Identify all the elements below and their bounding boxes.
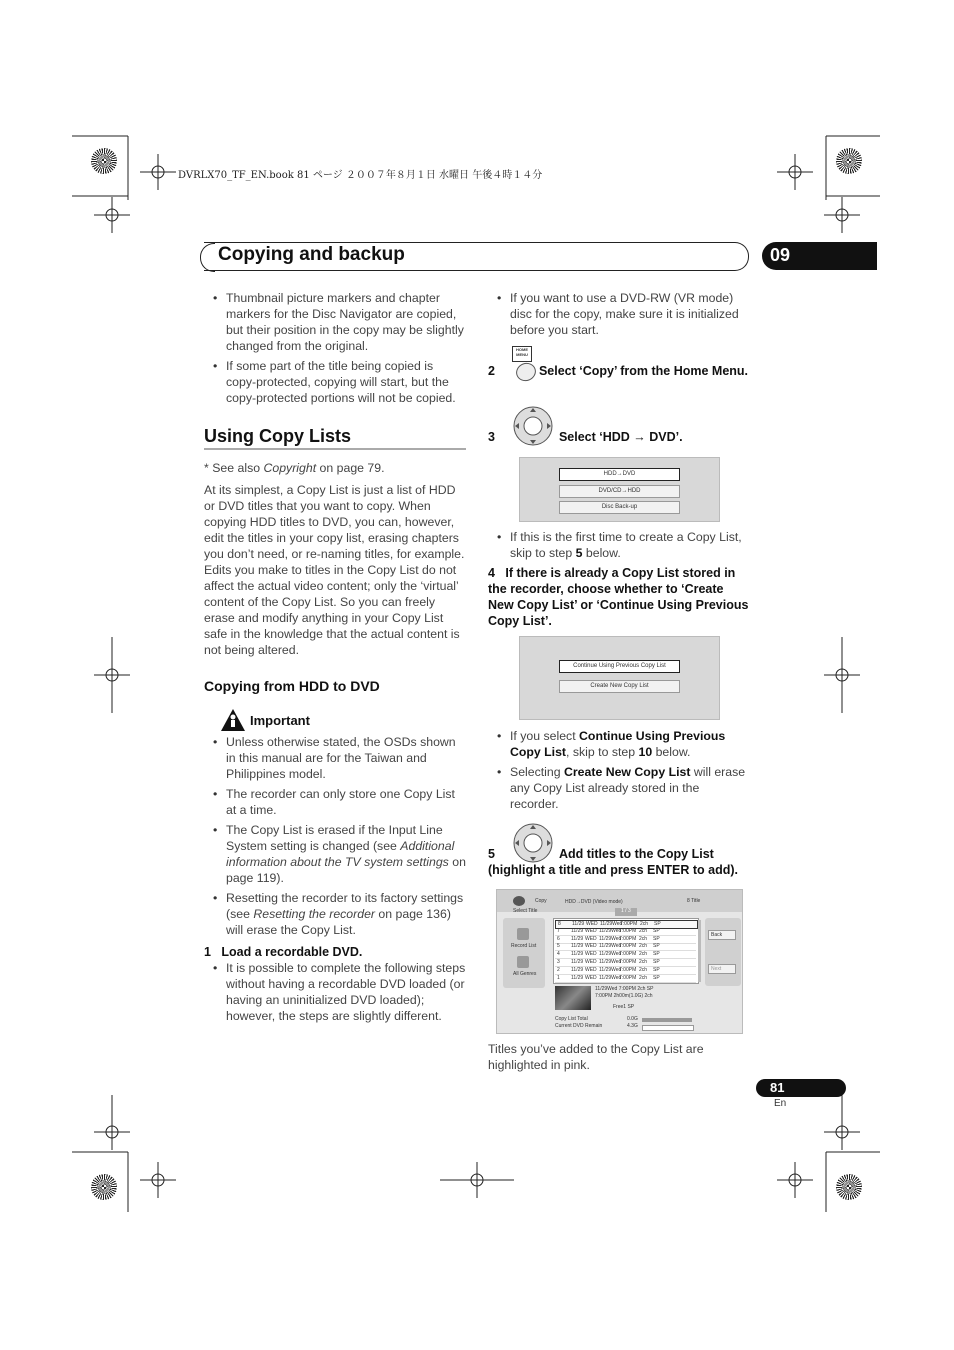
table-cell: 2ch [639, 966, 648, 973]
table-cell: 11/29Wed [599, 959, 622, 965]
table-cell: 11/29Wed [600, 921, 623, 927]
page-lang: En [774, 1098, 787, 1109]
table-row[interactable] [555, 928, 696, 936]
table-cell: WED [585, 966, 597, 973]
step-1: 1 Load a recordable DVD. [204, 945, 363, 959]
copy-icon [513, 896, 525, 906]
table-cell: 7:00PM [619, 951, 637, 958]
list-item: • If some part of the title being copied is copy-protected, copying will start, but the copy-protected portions will not be copied. [204, 358, 466, 406]
table-cell: WED [585, 959, 597, 965]
osd-right-panel [705, 918, 741, 986]
table-row[interactable] [555, 936, 696, 944]
print-header-meta: DVRLX70_TF_EN.book 81 ページ ２００７年８月１日 水曜日 午後４時１４分 [178, 170, 543, 181]
preview-thumbnail [555, 986, 591, 1010]
table-cell: 7:00PM [619, 959, 637, 965]
table-cell: SP [653, 943, 660, 950]
step-4: 4 If there is already a Copy List stored in the recorder, choose whether to ‘Create New Copy List’ or ‘Continue Using Previous Copy List’. [488, 566, 749, 628]
remain-value: 4.3G [627, 1023, 638, 1029]
list-item: • If you select Continue Using Previous Copy List, skip to step 10 below. [488, 728, 750, 760]
list-item: • Selecting Create New Copy List will erase any Copy List already stored in the recorder. [488, 764, 750, 812]
table-cell: SP [653, 927, 660, 934]
step-3: 3 Select ‘HDD → DVD’. [488, 430, 683, 444]
step3-note [488, 529, 750, 565]
table-cell: SP [653, 951, 660, 958]
total-bar [642, 1018, 692, 1022]
table-cell: 11/29 [571, 966, 584, 973]
osd-select-title: Select Title [513, 908, 538, 914]
table-cell: WED [585, 927, 597, 934]
table-cell: 11/29 [572, 921, 585, 927]
next-button[interactable]: Next [708, 964, 736, 974]
remain-bar [642, 1025, 694, 1031]
table-cell: 5 [557, 943, 560, 950]
intro-paragraph: At its simplest, a Copy List is just a list of HDD or DVD titles that you want to copy. When copying HDD titles to DVD, you can, however, edit the titles in your copy list, erasing chapters you don’t need, or re-naming titles, for example. Edits you make to titles in the Copy List do not affect the actual video content; only the ‘virtual’ content of the Copy List. So you can freely erase and modify anything in your Copy List safe in the knowledge that the actual content is not being altered. [204, 483, 465, 657]
table-cell: SP [653, 959, 660, 965]
osd-copy-label: Copy [535, 898, 547, 904]
subheading-copy-hdd-dvd: Copying from HDD to DVD [204, 678, 380, 694]
table-cell: 2ch [639, 959, 648, 965]
table-cell: SP [653, 966, 660, 973]
table-cell: 11/29 [571, 935, 584, 942]
menu-hdd-dvd[interactable]: HDD→DVD [559, 468, 680, 481]
remain-label: Current DVD Remain [555, 1023, 603, 1029]
menu-continue-copy-list[interactable]: Continue Using Previous Copy List [559, 660, 680, 673]
table-cell: 2ch [639, 974, 648, 981]
table-cell: 7 [557, 927, 560, 934]
table-cell: 2ch [639, 927, 648, 934]
page-number-tab [756, 1079, 846, 1097]
table-cell: 7:00PM [619, 943, 637, 950]
step1-bullets [204, 960, 466, 1024]
table-cell: 11/29 [571, 943, 584, 950]
table-cell: WED [585, 951, 597, 958]
table-row[interactable] [555, 943, 696, 951]
table-cell: 11/29Wed [599, 966, 622, 973]
chapter-number: 09 [770, 245, 791, 265]
table-cell: 2ch [639, 943, 648, 950]
right-column [488, 290, 750, 342]
total-value: 0.0G [627, 1016, 638, 1022]
all-genres-icon [517, 956, 529, 968]
section-title-bar [204, 242, 749, 271]
page-number: 81 [770, 1080, 785, 1095]
table-cell: 7:00PM [619, 927, 637, 934]
step-2: 2 Select ‘Copy’ from the Home Menu. [488, 364, 749, 378]
table-cell: 1 [557, 974, 560, 981]
list-item: • If this is the first time to create a Copy List, skip to step 5 below. [488, 529, 750, 561]
menu-disc-backup[interactable]: Disc Back-up [559, 501, 680, 514]
table-cell: 11/29 [571, 974, 584, 981]
back-button[interactable]: Back [708, 930, 736, 940]
osd-mode: HDD→DVD (Video mode) [565, 899, 623, 905]
osd-count: 8 Title [687, 898, 701, 904]
table-cell: 2ch [639, 951, 648, 958]
table-cell: WED [586, 921, 598, 927]
caption: Titles you’ve added to the Copy List are highlighted in pink. [488, 1042, 704, 1072]
table-row[interactable] [555, 951, 696, 959]
osd-left-panel [503, 918, 545, 988]
table-cell: 4 [557, 951, 560, 958]
info-line3: Free1 SP [613, 1004, 635, 1010]
table-cell: 2 [557, 966, 560, 973]
info-line1: 11/29Wed 7:00PM 2ch SP [595, 986, 654, 992]
step-5: 5 Add titles to the Copy List (highlight a title and press ENTER to add). [488, 847, 739, 877]
list-item: • The recorder can only store one Copy List at a time. [204, 786, 466, 818]
copy-menu-screen [519, 457, 720, 522]
record-list-label[interactable]: Record List [511, 943, 537, 949]
table-cell: 11/29 [571, 927, 584, 934]
table-row[interactable] [555, 975, 696, 983]
record-list-icon [517, 928, 529, 940]
list-item: • Resetting the recorder to its factory settings (see Resetting the recorder on page 136) will erase the Copy List. [204, 890, 466, 938]
heading-rule [204, 448, 466, 450]
table-cell: 11/29 [571, 951, 584, 958]
table-cell: 11/29 [571, 959, 584, 965]
menu-create-new-copy-list[interactable]: Create New Copy List [559, 680, 680, 693]
table-cell: WED [585, 943, 597, 950]
osd-page-indicator: 1 / 3 [615, 908, 637, 916]
table-cell: WED [585, 974, 597, 981]
table-cell: SP [653, 974, 660, 981]
table-cell: 11/29Wed [599, 943, 622, 950]
important-bullets [204, 734, 466, 938]
table-cell: 11/29Wed [599, 935, 622, 942]
section-title: Copying and backup [218, 244, 405, 265]
table-cell: 2ch [640, 921, 649, 927]
table-row[interactable] [555, 959, 696, 967]
scrollbar[interactable] [698, 920, 701, 982]
menu-dvd-hdd[interactable]: DVD/CD→HDD [559, 485, 680, 498]
title-table [553, 918, 699, 984]
left-column [204, 290, 466, 1028]
home-menu-icon: HOME MENU [512, 346, 532, 362]
important-box [204, 708, 466, 734]
table-cell: 7:00PM [619, 974, 637, 981]
warning-icon [220, 708, 246, 732]
table-cell: SP [654, 921, 661, 927]
table-cell: 11/29Wed [599, 951, 622, 958]
list-item: • If you want to use a DVD-RW (VR mode) disc for the copy, make sure it is initialized before you start. [488, 290, 750, 338]
important-label: Important [250, 713, 310, 728]
table-row[interactable] [555, 967, 696, 975]
list-item: • Unless otherwise stated, the OSDs shown in this manual are for the Taiwan and Philippines model. [204, 734, 466, 782]
list-item: • The Copy List is erased if the Input Line System setting is changed (see Additional information about the TV system settings on page 119). [204, 822, 466, 886]
table-cell: 11/29Wed [599, 927, 622, 934]
all-genres-label[interactable]: All Genres [513, 971, 537, 977]
table-cell: WED [585, 935, 597, 942]
list-item: • Thumbnail picture markers and chapter markers for the Disc Navigator are copied, but their position in the copy may be slightly changed from the original. [204, 290, 466, 354]
table-cell: 11/29Wed [599, 974, 622, 981]
table-cell: 3 [557, 959, 560, 965]
list-item: • It is possible to complete the following steps without having a recordable DVD loaded (or having an uninitialized DVD loaded); however, the steps are slightly different. [204, 960, 466, 1024]
table-cell: 6 [557, 935, 560, 942]
see-also: * See also Copyright on page 79. [204, 461, 385, 475]
copy-list-osd [496, 889, 743, 1034]
total-label: Copy List Total [555, 1016, 588, 1022]
info-line2: 7:00PM 2h00m(1.0G) 2ch [595, 993, 653, 999]
table-cell: 8 [558, 921, 561, 927]
table-cell: 7:00PM [619, 966, 637, 973]
copy-list-choice-screen [519, 636, 720, 720]
table-cell: SP [653, 935, 660, 942]
table-cell: 7:00PM [620, 921, 638, 927]
top-bullets [204, 290, 466, 406]
heading-using-copy-lists: Using Copy Lists [204, 426, 352, 446]
chapter-tab [762, 242, 877, 270]
step4-notes [488, 728, 750, 816]
table-cell: 7:00PM [619, 935, 637, 942]
table-cell: 2ch [639, 935, 648, 942]
